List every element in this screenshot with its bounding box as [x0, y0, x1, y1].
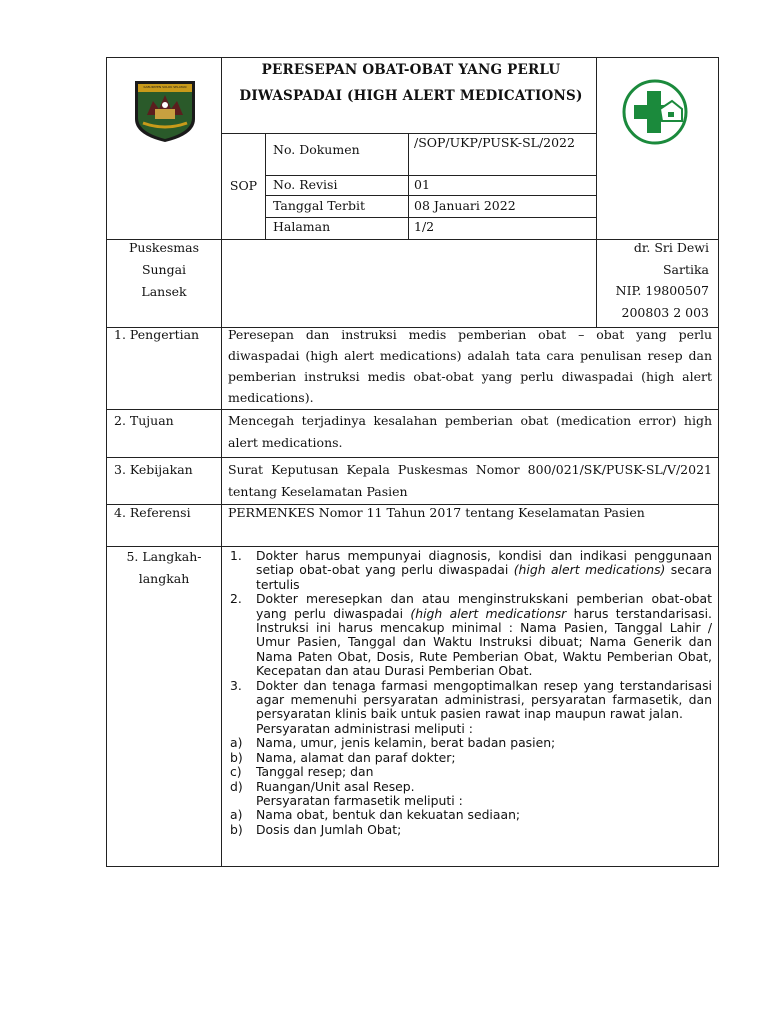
divider-v-right — [596, 57, 597, 327]
admin-item-text: Nama, umur, jenis kelamin, berat badan pasien; — [256, 735, 556, 751]
page-label: Halaman — [273, 219, 331, 234]
revision-value: 01 — [414, 177, 430, 192]
step-1-number: 1. — [230, 548, 242, 563]
border-right — [718, 57, 719, 867]
divider-sop — [265, 133, 266, 239]
step-2-text-b: harus terstandarisasi. Instruksi ini harus mencakup minimal : Nama Pasien, Tanggal Lahir / Umur Pasien, Tanggal dan Waktu Instruksi dibuat; Nama Generik dan Nama Paten Obat, Dosis, Rute Pemberian Obat, Waktu Pemberian Obat, Kecepatan dan atau Durasi Pemberian Obat. — [256, 605, 712, 679]
step-2 — [226, 592, 712, 678]
section-label-langkah: 5. Langkah-langkah — [126, 549, 202, 586]
regency-logo — [133, 79, 197, 143]
issue-date-value: 08 Januari 2022 — [414, 198, 516, 213]
step-2-text-em: (high alert medicationsr — [410, 605, 567, 621]
step-2-number: 2. — [230, 591, 242, 607]
admin-item-letter: b) — [230, 749, 243, 765]
section-text-referensi: PERMENKES Nomor 11 Tahun 2017 tentang Keselamatan Pasien — [228, 505, 645, 520]
divider-label — [408, 133, 409, 239]
admin-item-letter: c) — [230, 764, 242, 780]
step-1-text-em: (high alert medications) — [513, 562, 666, 578]
admin-item — [226, 780, 712, 794]
divider-v-sections — [221, 327, 222, 867]
regency-logo-text: KABUPATEN SOLOK SELATAN — [143, 85, 187, 89]
pharma-item-text: Dosis dan Jumlah Obat; — [256, 821, 402, 837]
pharma-requirements-title: Persyaratan farmasetik meliputi : — [256, 792, 463, 808]
doc-number-value: /SOP/UKP/PUSK-SL/2022 — [414, 135, 575, 150]
revision-label: No. Revisi — [273, 177, 338, 192]
signatory-name: dr. Sri Dewi Sartika — [633, 240, 709, 277]
signatory — [599, 237, 709, 323]
admin-item — [226, 765, 712, 779]
admin-item-text: Nama, alamat dan paraf dokter; — [256, 749, 456, 765]
signatory-nip: NIP. 19800507 200803 2 003 — [615, 283, 709, 320]
step-3-number: 3. — [230, 677, 242, 693]
section-label-tujuan: 2. Tujuan — [114, 413, 174, 428]
page-title: PERESEPAN OBAT-OBAT YANG PERLU DIWASPADAI (HIGH ALERT MEDICATIONS) — [239, 62, 583, 104]
pharma-item-text: Nama obat, bentuk dan kekuatan sediaan; — [256, 807, 521, 823]
step-1 — [226, 549, 712, 592]
admin-item — [226, 751, 712, 765]
sop-document — [106, 57, 719, 867]
admin-item-text: Ruangan/Unit asal Resep. — [256, 778, 415, 794]
pharma-item-letter: b) — [230, 821, 243, 837]
border-bottom — [106, 866, 719, 867]
doc-number-label: No. Dokumen — [273, 142, 360, 157]
section-label-pengertian: 1. Pengertian — [114, 327, 200, 342]
page-value: 1/2 — [414, 219, 435, 234]
section-text-pengertian: Peresepan dan instruksi medis pemberian obat – obat yang perlu diwaspadai (high alert medications) adalah tata cara penulisan resep dan pemberian instruksi medis obat-obat yang perlu diwaspadai (high alert medications). — [228, 327, 712, 405]
admin-item-letter: d) — [230, 778, 243, 794]
section-label-kebijakan: 3. Kebijakan — [114, 462, 193, 477]
section-text-tujuan: Mencegah terjadinya kesalahan pemberian obat (medication error) high alert medications. — [228, 413, 712, 450]
admin-item-letter: a) — [230, 735, 243, 751]
issue-date-label: Tanggal Terbit — [273, 198, 366, 213]
institution-name: Puskesmas Sungai Lansek — [129, 240, 199, 299]
pharma-item — [226, 808, 712, 822]
admin-item — [226, 736, 712, 750]
divider-s2 — [106, 457, 719, 458]
section-text-kebijakan: Surat Keputusan Kepala Puskesmas Nomor 800/021/SK/PUSK-SL/V/2021 tentang Keselamatan Pasien — [228, 462, 712, 499]
steps-list — [226, 549, 712, 837]
step-1-text-a: Dokter harus mempunyai diagnosis, kondisi dan indikasi penggunaan setiap obat-obat yang perlu diwaspadai — [256, 548, 712, 578]
admin-item-text: Tanggal resep; dan — [256, 764, 374, 780]
step-2-text-a: Dokter meresepkan dan atau menginstrukskani pemberian obat-obat yang perlu diwaspadai — [256, 591, 712, 621]
border-left — [106, 57, 107, 867]
admin-requirements-title: Persyaratan administrasi meliputi : — [256, 720, 473, 736]
step-1-text-b: secara tertulis — [256, 562, 712, 592]
step-3 — [226, 679, 712, 722]
sop-label: SOP — [229, 178, 258, 193]
pharma-item — [226, 823, 712, 837]
puskesmas-logo — [620, 79, 690, 145]
section-label-referensi: 4. Referensi — [114, 505, 191, 520]
step-3-text: Dokter dan tenaga farmasi mengoptimalkan resep yang terstandarisasi agar memenuhi persyaratan administrasi, persyaratan farmasetik, dan persyaratan klinis baik untuk pasien rawat inap maupun rawat jalan. — [256, 677, 712, 722]
pharma-item-letter: a) — [230, 807, 243, 823]
